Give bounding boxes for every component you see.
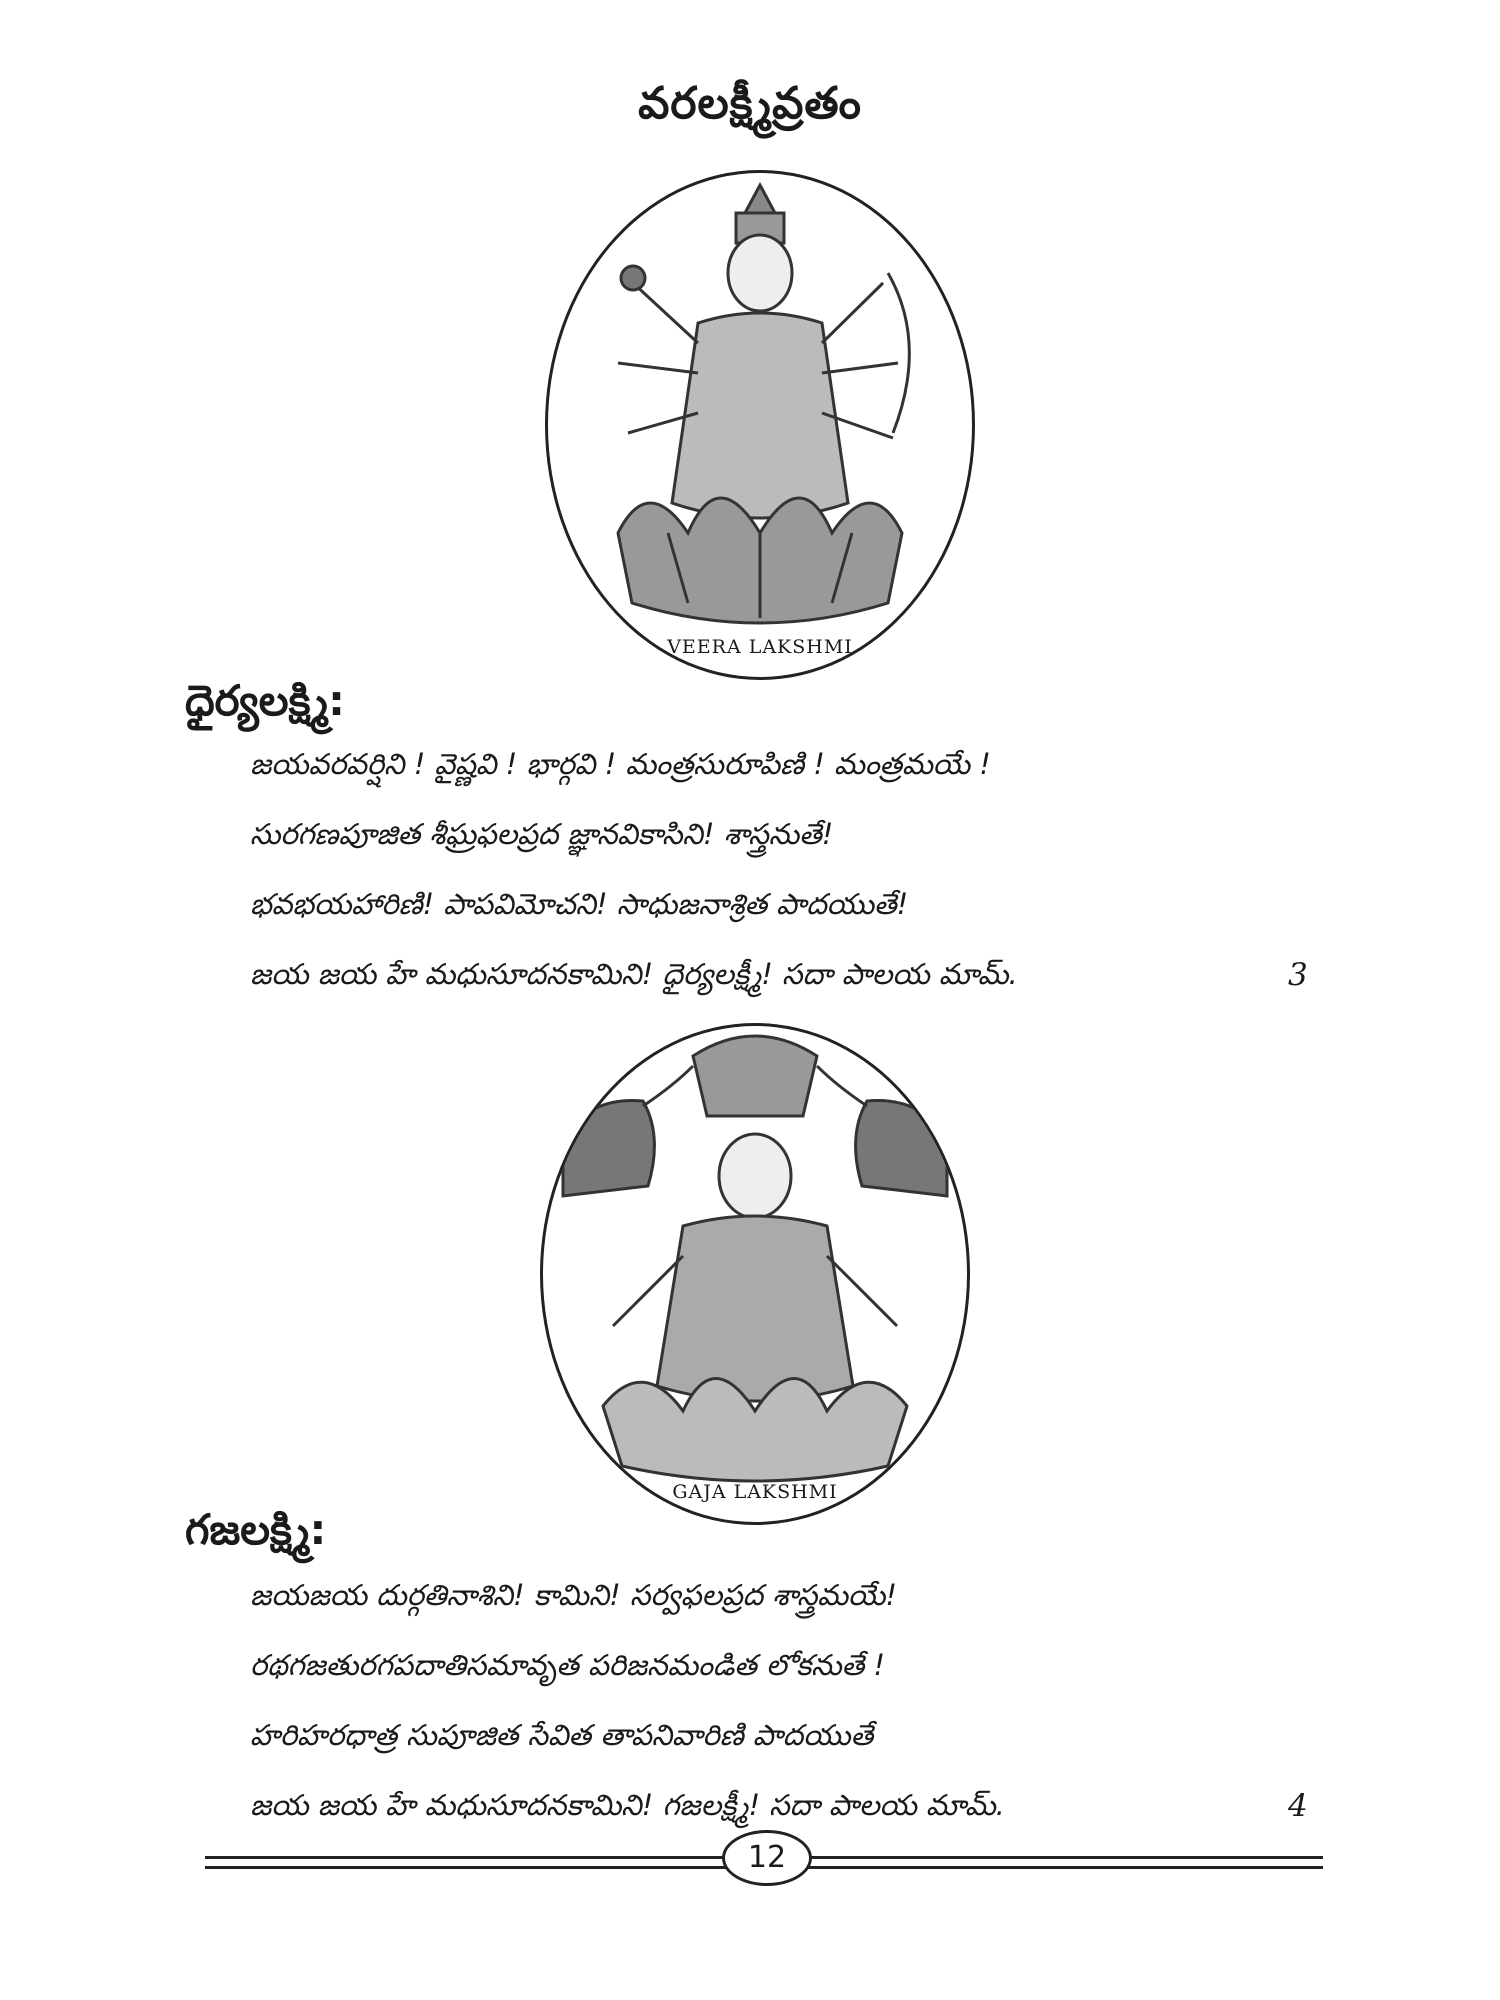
verse-line: భవభయహారిణి! పాపవిమోచని! సాధుజనాశ్రిత పాదయుతే!: [250, 887, 909, 921]
figure-caption: GAJA LAKSHMI: [672, 1481, 838, 1503]
page-title: వరలక్ష్మీవ్రతం: [638, 78, 862, 129]
verse-number: 4: [1288, 1788, 1308, 1824]
verse-number: 3: [1288, 957, 1308, 993]
section-heading: ధైర్యలక్ష్మి:: [185, 676, 345, 725]
verse-line: హరిహరధాత్ర సుపూజిత సేవిత తాపనివారిణి పాదయుతే: [250, 1718, 874, 1752]
veera-lakshmi-portrait: [545, 170, 975, 680]
verse-line: జయ జయ హే మధుసూదనకామిని! ధైర్యలక్ష్మీ! సదా పాలయ మామ్.: [250, 957, 1018, 991]
deity-portrait-icon: [548, 173, 972, 677]
section-heading: గజలక్ష్మి:: [185, 1505, 327, 1554]
verse-line: జయజయ దుర్గతినాశిని! కామిని! సర్వఫలప్రద శాస్త్రమయే!: [250, 1578, 897, 1612]
verse-line: జయ జయ హే మధుసూదనకామిని! గజలక్ష్మీ! సదా పాలయ మామ్.: [250, 1788, 1005, 1822]
deity-with-elephants-icon: [543, 1026, 967, 1522]
verse-line: జయవరవర్షిని ! వైష్ణవి ! భార్గవి ! మంత్రసురూపిణి ! మంత్రమయే !: [250, 747, 991, 781]
verse-line: రథగజతురగపదాతిసమావృత పరిజనమండిత లోకనుతే !: [250, 1648, 885, 1682]
page-number: 12: [722, 1830, 812, 1886]
verse-line: సురగణపూజిత శీఘ్రఫలప్రద జ్ఞానవికాసిని! శాస్త్రనుతే!: [250, 817, 834, 851]
gaja-lakshmi-portrait: [540, 1023, 970, 1525]
figure-caption: VEERA LAKSHMI: [667, 636, 853, 658]
